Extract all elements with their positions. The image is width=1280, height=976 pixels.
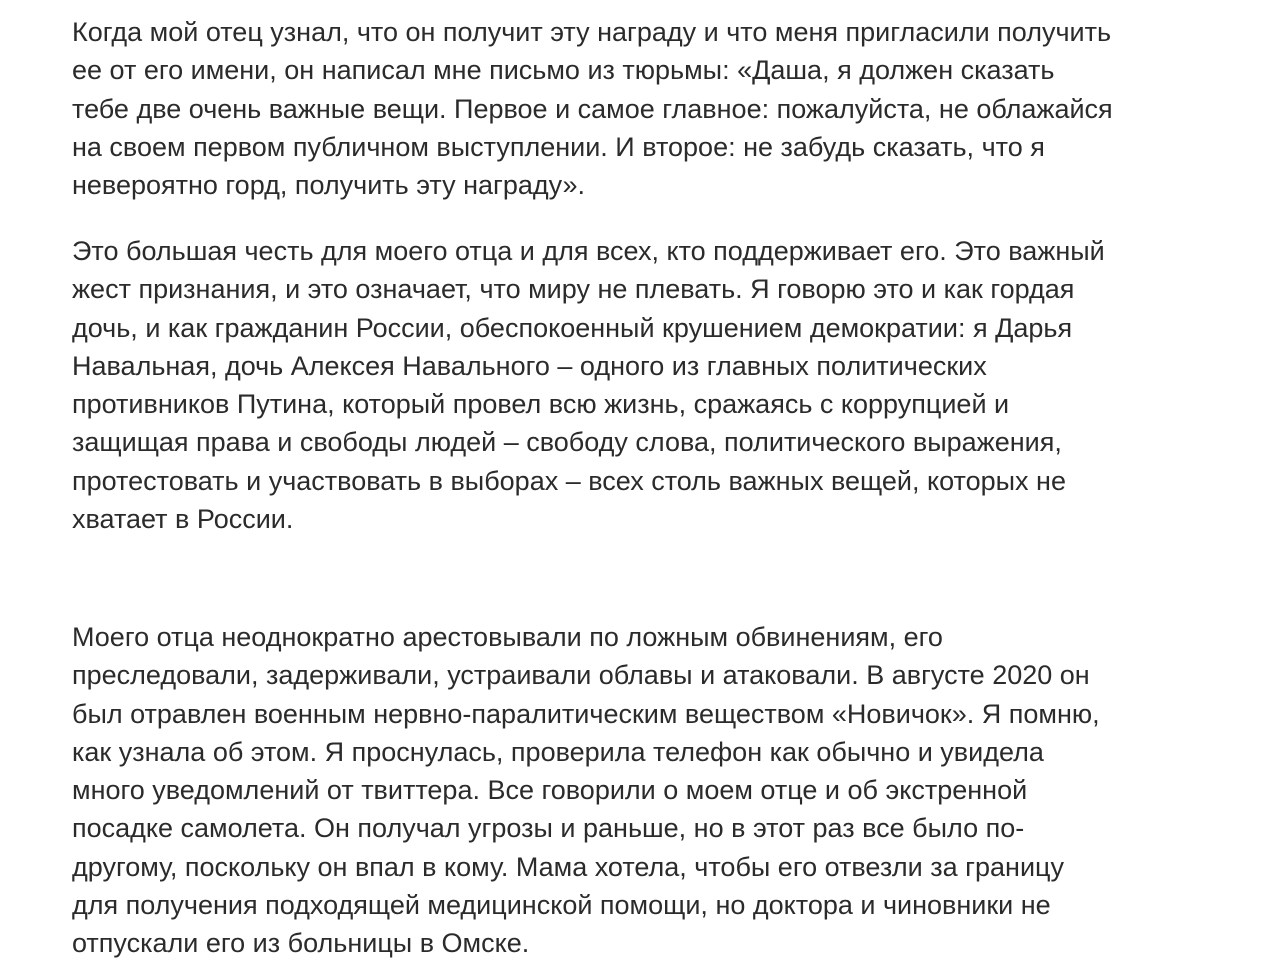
text-line: невероятно горд, получить эту награду».	[72, 170, 585, 201]
text-line: протестовать и участвовать в выборах – всех столь важных вещей, которых не	[72, 465, 1066, 496]
text-line: тебе две очень важные вещи. Первое и самое главное: пожалуйста, не облажайся	[72, 93, 1113, 124]
text-line: противников Путина, который провел всю жизнь, сражаясь с коррупцией и	[72, 389, 1010, 420]
text-line: Навальная, дочь Алексея Навального – одного из главных политических	[72, 350, 987, 381]
text-line: защищая права и свободы людей – свободу слова, политического выражения,	[72, 427, 1062, 458]
text-line: Это большая честь для моего отца и для всех, кто поддерживает его. Это важный	[72, 236, 1105, 266]
paragraph-2	[72, 232, 1105, 538]
text-line: другому, поскольку он впал в кому. Мама хотела, чтобы его отвезли за границу	[72, 851, 1064, 882]
paragraph-1	[72, 13, 1113, 204]
text-line: дочь, и как гражданин России, обеспокоенный крушением демократии: я Дарья	[72, 312, 1073, 343]
paragraph-3	[72, 618, 1100, 963]
text-line: ее от его имени, он написал мне письмо из тюрьмы: «Даша, я должен сказать	[72, 55, 1055, 86]
text-line: для получения подходящей медицинской помощи, но доктора и чиновники не	[72, 890, 1051, 921]
text-line: как узнала об этом. Я проснулась, проверила телефон как обычно и увидела	[72, 736, 1044, 767]
text-line: на своем первом публичном выступлении. И второе: не забудь сказать, что я	[72, 131, 1045, 162]
text-line: много уведомлений от твиттера. Все говорили о моем отце и об экстренной	[72, 775, 1028, 806]
text-line: Когда мой отец узнал, что он получит эту награду и что меня пригласили получить	[72, 17, 1112, 47]
text-line: был отравлен военным нервно-паралитическим веществом «Новичок». Я помню,	[72, 698, 1100, 729]
text-line: преследовали, задерживали, устраивали облавы и атаковали. В августе 2020 он	[72, 660, 1090, 691]
text-line: Моего отца неоднократно арестовывали по ложным обвинениям, его	[72, 622, 943, 652]
text-line: посадке самолета. Он получал угрозы и раньше, но в этот раз все было по-	[72, 813, 1025, 844]
text-line: отпускали его из больницы в Омске.	[72, 928, 530, 959]
text-line: жест признания, и это означает, что миру не плевать. Я говорю это и как гордая	[72, 274, 1075, 305]
text-line: хватает в России.	[72, 504, 294, 535]
